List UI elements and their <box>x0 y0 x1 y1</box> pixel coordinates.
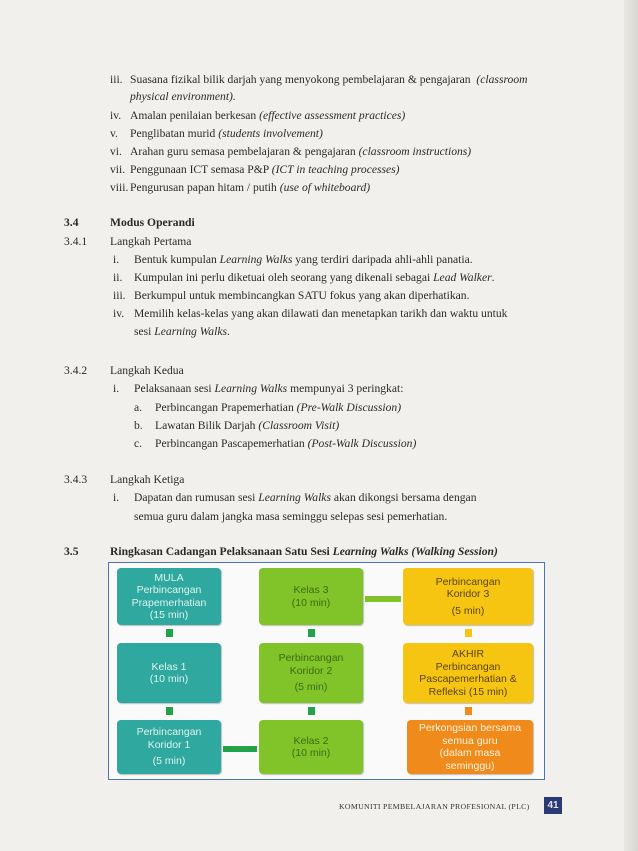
list-num: iv. <box>110 109 122 122</box>
sub-num: a. <box>134 401 143 414</box>
subsection-title: Langkah Pertama <box>110 235 192 248</box>
sub-num: b. <box>134 419 143 432</box>
list-num: iv. <box>113 307 125 320</box>
sub-item: Lawatan Bilik Darjah (Classroom Visit) <box>155 419 340 432</box>
list-item: Berkumpul untuk membincangkan SATU fokus yang akan diperhatikan. <box>134 289 470 302</box>
connector <box>308 707 315 715</box>
list-item-cont: physical environment). <box>130 90 236 103</box>
list-item: Arahan guru semasa pembelajaran & pengajaran (classroom instructions) <box>130 145 472 158</box>
list-num: viii. <box>110 181 129 194</box>
connector <box>166 707 173 715</box>
list-num: i. <box>113 382 120 395</box>
flow-box-kelas-2: Kelas 2 (10 min) <box>259 720 363 774</box>
list-num: ii. <box>113 271 123 284</box>
subsection-title: Langkah Ketiga <box>110 473 185 486</box>
sub-num: c. <box>134 437 143 450</box>
sub-item: Perbincangan Prapemerhatian (Pre-Walk Discussion) <box>155 401 402 414</box>
flow-box-koridor-3: Perbincangan Koridor 3 (5 min) <box>403 568 533 625</box>
subsection-number: 3.4.3 <box>64 473 88 486</box>
list-num: iii. <box>110 73 123 86</box>
section-number: 3.5 <box>64 545 79 558</box>
list-num: vi. <box>110 145 122 158</box>
connector <box>308 629 315 637</box>
subsection-number: 3.4.2 <box>64 364 88 377</box>
list-num: vii. <box>110 163 126 176</box>
page-number: 41 <box>544 797 562 814</box>
list-item: Pengurusan papan hitam / putih (use of whiteboard) <box>130 181 371 194</box>
sub-item: Perbincangan Pascapemerhatian (Post-Walk Discussion) <box>155 437 417 450</box>
list-item: Dapatan dan rumusan sesi Learning Walks akan dikongsi bersama dengan <box>134 491 477 504</box>
section-title: Modus Operandi <box>110 216 195 229</box>
list-num: i. <box>113 253 120 266</box>
list-num: iii. <box>113 289 126 302</box>
list-item: Suasana fizikal bilik darjah yang menyokong pembelajaran & pengajaran (classroom <box>130 73 528 86</box>
section-title: Ringkasan Cadangan Pelaksanaan Satu Sesi Learning Walks (Walking Session) <box>110 545 498 558</box>
subsection-title: Langkah Kedua <box>110 364 184 377</box>
flowchart <box>108 562 545 780</box>
connector <box>365 596 401 602</box>
subsection-number: 3.4.1 <box>64 235 88 248</box>
connector <box>166 629 173 637</box>
flow-box-koridor-2: Perbincangan Koridor 2 (5 min) <box>259 643 363 703</box>
list-num: v. <box>110 127 118 140</box>
list-item: Pelaksanaan sesi Learning Walks mempunyai 3 peringkat: <box>134 382 404 395</box>
list-item: Penggunaan ICT semasa P&P (ICT in teaching processes) <box>130 163 400 176</box>
flow-box-kelas-1: Kelas 1 (10 min) <box>117 643 221 703</box>
list-item: Memilih kelas-kelas yang akan dilawati dan menetapkan tarikh dan waktu untuk <box>134 307 508 320</box>
list-item-cont: sesi Learning Walks. <box>134 325 230 338</box>
section-number: 3.4 <box>64 216 79 229</box>
list-num: i. <box>113 491 120 504</box>
footer-title: KOMUNITI PEMBELAJARAN PROFESIONAL (PLC) <box>339 802 530 811</box>
list-item: Amalan penilaian berkesan (effective assessment practices) <box>130 109 406 122</box>
flow-box-akhir: AKHIR Perbincangan Pascapemerhatian & Refleksi (15 min) <box>403 643 533 703</box>
flow-box-perkongsian: Perkongsian bersama semua guru (dalam masa seminggu) <box>407 720 533 774</box>
list-item: Kumpulan ini perlu diketuai oleh seorang yang dikenali sebagai Lead Walker. <box>134 271 495 284</box>
page-edge <box>624 0 638 851</box>
connector <box>223 746 257 752</box>
list-item: Penglibatan murid (students involvement) <box>130 127 323 140</box>
connector <box>465 629 472 637</box>
flow-box-mula: MULA Perbincangan Prapemerhatian (15 min) <box>117 568 221 625</box>
flow-box-koridor-1: Perbincangan Koridor 1 (5 min) <box>117 720 221 774</box>
list-item: Bentuk kumpulan Learning Walks yang terdiri daripada ahli-ahli panatia. <box>134 253 473 266</box>
list-item-cont: semua guru dalam jangka masa seminggu selepas sesi pemerhatian. <box>134 510 448 523</box>
flow-box-kelas-3: Kelas 3 (10 min) <box>259 568 363 625</box>
connector <box>465 707 472 715</box>
